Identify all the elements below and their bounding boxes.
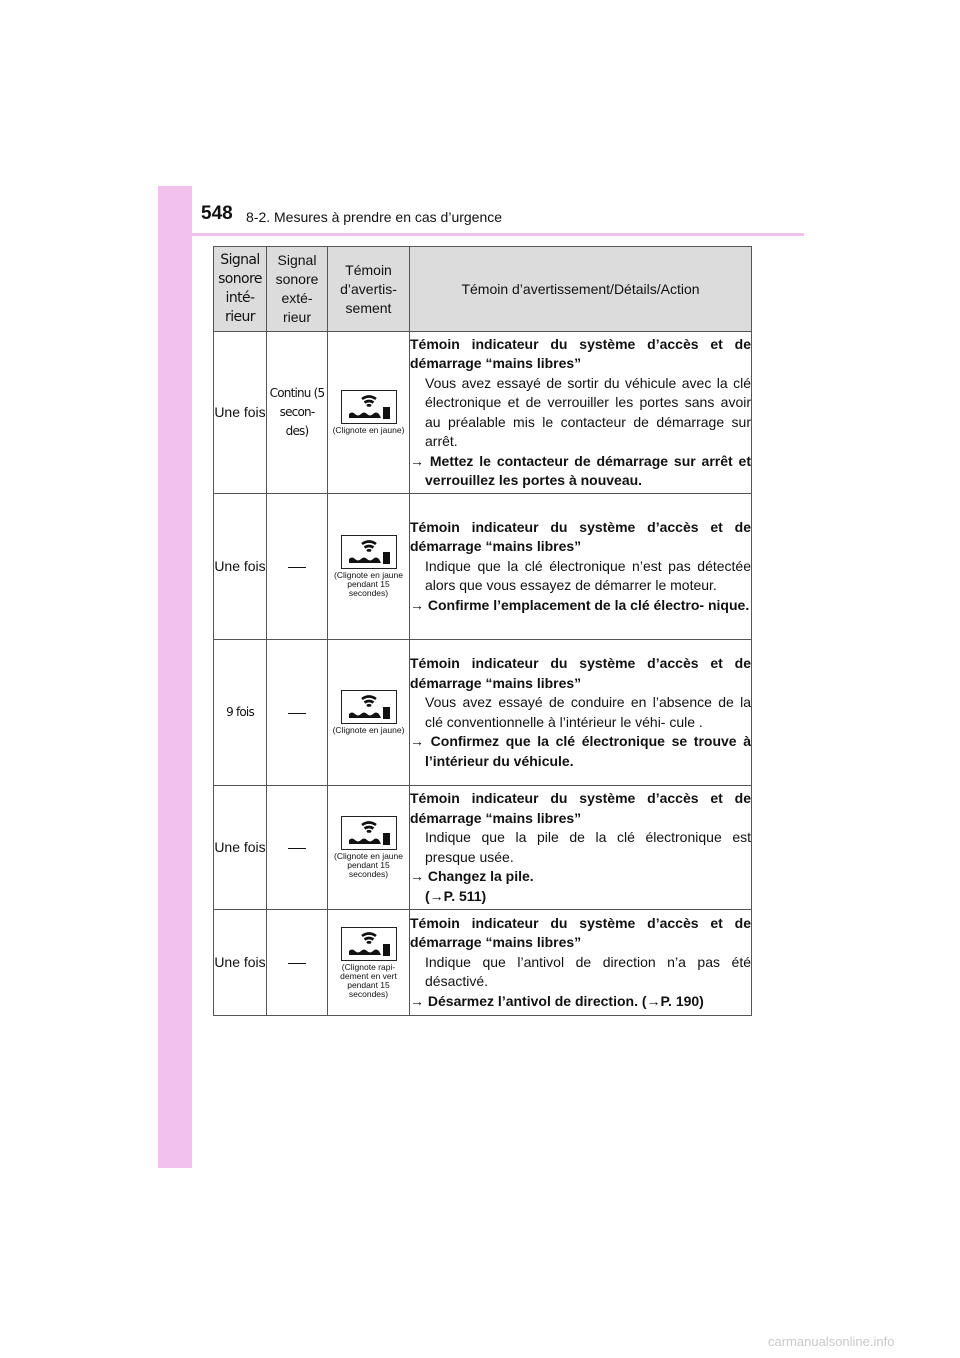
action-text: → Confirmez que la clé électronique se trouve à l’intérieur du véhicule. [410,733,752,769]
smart-key-indicator-icon [341,390,397,424]
header-interior-buzzer: Signal sonore inté- rieur [214,247,267,332]
indicator-description: Vous avez essayé de conduire en l’absence de la clé conventionnelle à l’intérieur le véhi- cule . [425,694,751,730]
dash-icon [288,713,306,714]
details-cell [410,332,752,494]
interior-buzzer-cell: Une fois [214,910,267,1016]
exterior-buzzer-cell [267,910,328,1016]
lamp-caption: (Clignote en jaune pendant 15 secondes) [334,570,403,598]
interior-buzzer-cell: Une fois [214,494,267,640]
chapter-side-strip [158,186,192,1168]
indicator-title: Témoin indicateur du système d’accès et de démarrage “mains libres” [410,790,751,826]
details-cell [410,494,752,640]
exterior-buzzer-cell: Continu (5 secon- des) [267,332,328,494]
dash-icon [288,963,306,964]
smart-key-indicator-icon [341,927,397,961]
warning-light-cell [328,332,410,494]
header-details-action: Témoin d’avertissement/Détails/Action [410,247,752,332]
table-row [214,332,752,494]
smart-key-indicator-icon [341,816,397,850]
smart-key-indicator-icon [341,690,397,724]
lamp-caption: (Clignote en jaune pendant 15 secondes) [334,851,403,879]
page-reference: (→P. 511) [425,887,487,904]
indicator-description: Indique que la clé électronique n’est pas détectée alors que vous essayez de démarrer le moteur. [425,557,751,594]
warning-light-cell [328,640,410,786]
interior-buzzer-cell: 9 fois [214,640,267,786]
lamp-caption: (Clignote en jaune) [332,725,405,735]
exterior-buzzer-cell [267,494,328,640]
indicator-description: Vous avez essayé de sortir du véhicule avec la clé électronique et de verrouiller les portes sans avoir au préalable mis le contacteur de démarrage sur arrêt. [425,374,751,449]
warning-light-cell [328,494,410,640]
header-warning-light: Témoin d’avertis- sement [328,247,410,332]
action-text: → Désarmez l’antivol de direction. (→P. 190) [410,992,704,1009]
arrow-icon: → [410,868,424,884]
interior-buzzer-cell: Une fois [214,332,267,494]
indicator-description: Indique que la pile de la clé électronique est presque usée. [425,829,751,865]
page-number: 548 [201,203,233,224]
warning-table [213,246,752,1016]
indicator-title: Témoin indicateur du système d’accès et de démarrage “mains libres” [410,335,751,371]
header-rule [192,233,804,236]
action-text: → Mettez le contacteur de démarrage sur arrêt et verrouillez les portes à nouveau. [410,452,751,488]
table-row [214,640,752,786]
details-cell [410,786,752,910]
table-row [214,786,752,910]
exterior-buzzer-cell [267,640,328,786]
dash-icon [288,848,306,849]
indicator-title: Témoin indicateur du système d’accès et de démarrage “mains libres” [410,655,751,691]
arrow-icon: → [410,596,424,613]
arrow-icon: → [410,452,424,469]
action-text: → Changez la pile. [410,868,534,884]
watermark: carmanualsonline.info [768,1334,895,1349]
exterior-buzzer-cell [267,786,328,910]
lamp-caption: (Clignote rapi- dement en vert pendant 15 secondes) [340,961,397,999]
interior-buzzer-cell: Une fois [214,786,267,910]
action-text: → Confirme l’emplacement de la clé électro- nique. [410,596,750,613]
details-cell [410,640,752,786]
arrow-icon: → [410,992,424,1009]
arrow-icon: → [410,733,424,749]
indicator-title: Témoin indicateur du système d’accès et de démarrage “mains libres” [410,914,751,951]
dash-icon [288,567,306,568]
section-title: 8-2. Mesures à prendre en cas d’urgence [246,209,503,225]
details-cell [410,910,752,1016]
header-exterior-buzzer: Signal sonore exté- rieur [267,247,328,332]
lamp-caption: (Clignote en jaune) [332,425,405,435]
table-row [214,910,752,1016]
indicator-description: Indique que l’antivol de direction n’a pas été désactivé. [425,953,751,990]
table-header-row [214,247,752,332]
smart-key-indicator-icon [341,535,397,569]
table-row [214,494,752,640]
indicator-title: Témoin indicateur du système d’accès et de démarrage “mains libres” [410,518,751,555]
warning-light-cell [328,786,410,910]
warning-light-cell [328,910,410,1016]
